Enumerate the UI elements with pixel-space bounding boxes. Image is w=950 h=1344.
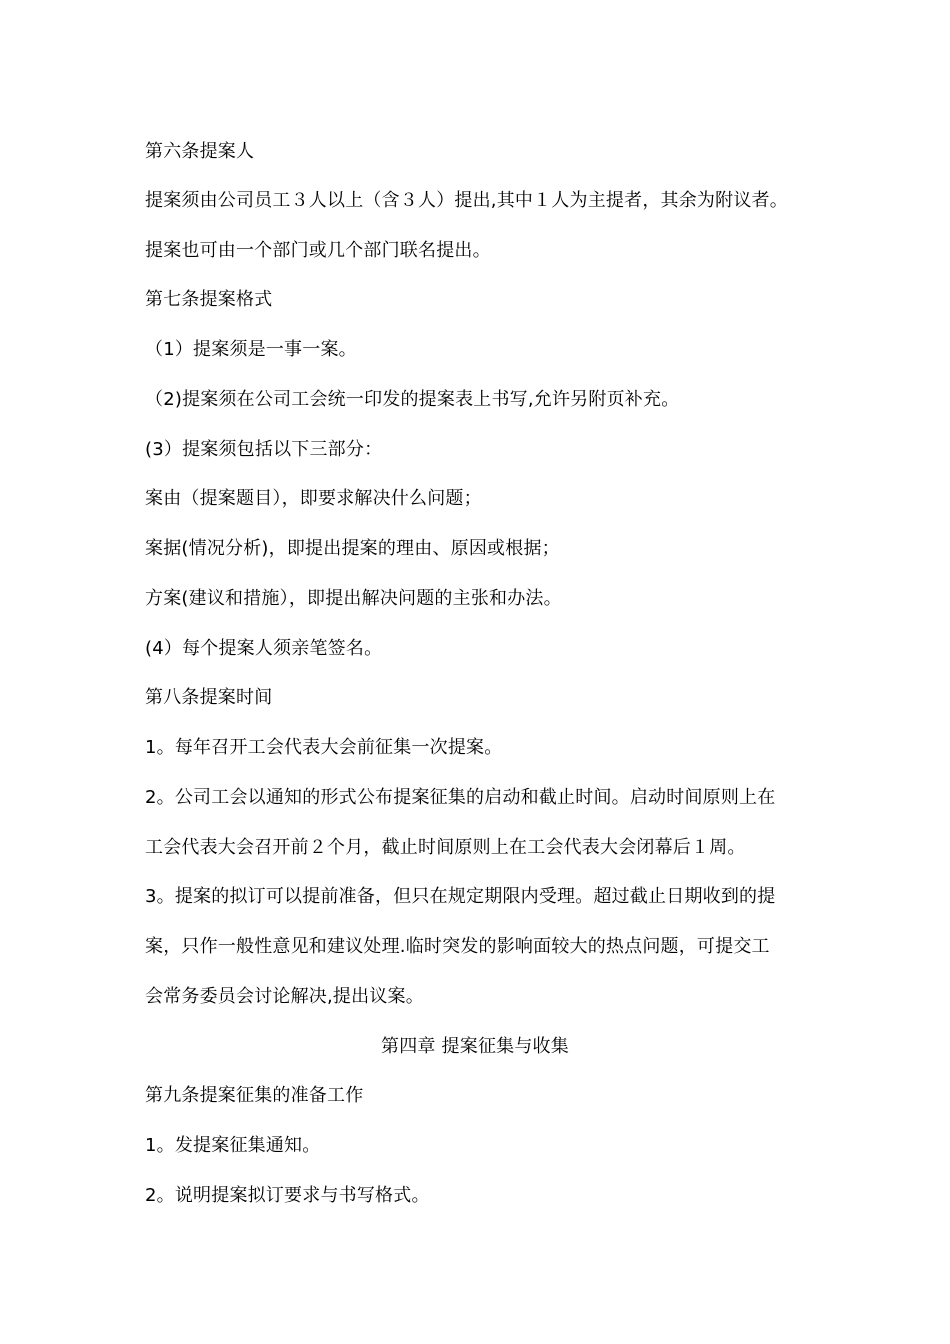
article-6-heading: 第六条提案人 (145, 141, 255, 162)
format-item-2: （2)提案须在公司工会统一印发的提案表上书写,允许另附页补充。 (145, 389, 680, 410)
article-9-heading: 第九条提案征集的准备工作 (145, 1085, 364, 1106)
format-item-1: （1）提案须是一事一案。 (145, 339, 357, 360)
time-item-2-line-2: 工会代表大会召开前２个月，截止时间原则上在工会代表大会闭幕后１周。 (145, 837, 746, 858)
prep-item-1: 1。发提案征集通知。 (145, 1135, 321, 1156)
format-item-4: (4）每个提案人须亲笔签名。 (145, 638, 383, 659)
format-item-3-plan: 方案(建议和措施），即提出解决问题的主张和办法。 (145, 588, 562, 609)
paragraph-department-proposal: 提案也可由一个部门或几个部门联名提出。 (145, 240, 491, 261)
time-item-3-line-1: 3。提案的拟订可以提前准备，但只在规定期限内受理。超过截止日期收到的提 (145, 886, 776, 907)
article-7-heading: 第七条提案格式 (145, 289, 273, 310)
format-item-3-cause: 案由（提案题目），即要求解决什么问题； (145, 488, 482, 509)
chapter-4-heading: 第四章 提案征集与收集 (381, 1036, 569, 1057)
prep-item-2: 2。说明提案拟订要求与书写格式。 (145, 1185, 430, 1206)
paragraph-proposer-requirement: 提案须由公司员工３人以上（含３人）提出,其中１人为主提者，其余为附议者。 (145, 190, 788, 211)
time-item-3-line-2: 案，只作一般性意见和建议处理.临时突发的影响面较大的热点问题，可提交工 (145, 936, 770, 957)
format-item-3: (3）提案须包括以下三部分： (145, 439, 383, 460)
format-item-3-basis: 案据(情况分析)，即提出提案的理由、原因或根据； (145, 538, 560, 559)
time-item-3-line-3: 会常务委员会讨论解决,提出议案。 (145, 986, 424, 1007)
time-item-1: 1。每年召开工会代表大会前征集一次提案。 (145, 737, 503, 758)
time-item-2-line-1: 2。公司工会以通知的形式公布提案征集的启动和截止时间。启动时间原则上在 (145, 787, 776, 808)
article-8-heading: 第八条提案时间 (145, 687, 273, 708)
